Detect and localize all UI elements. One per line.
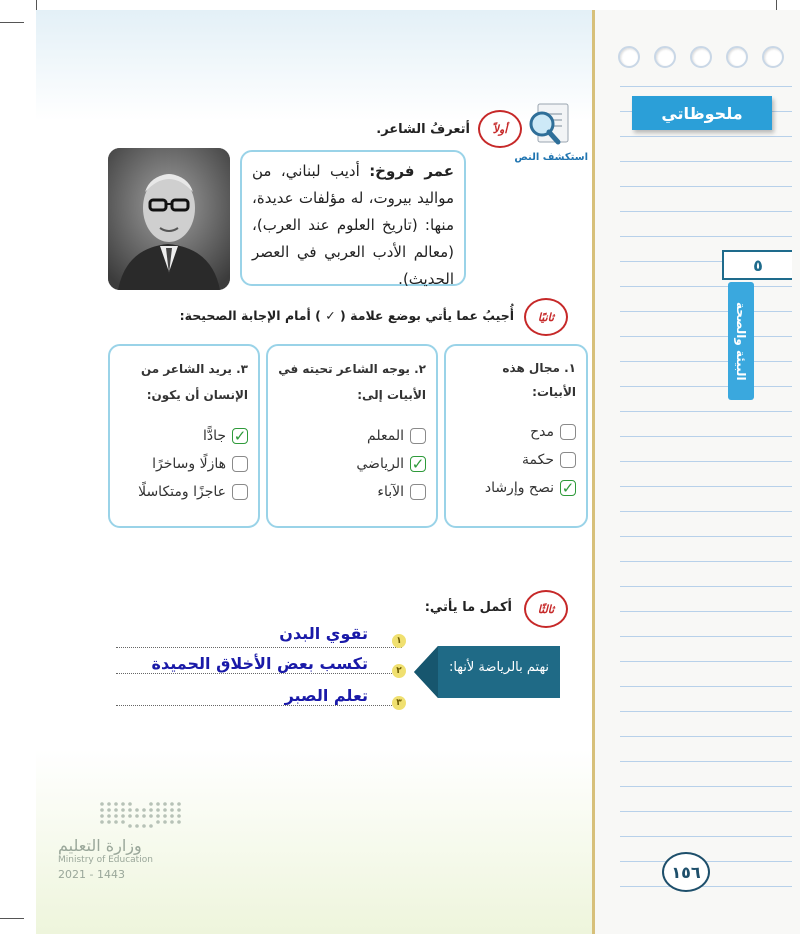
ruled-line — [620, 336, 792, 337]
checkbox-checked[interactable] — [560, 480, 576, 496]
option-label: الآباء — [377, 484, 404, 500]
ruled-line — [620, 436, 792, 437]
ministry-name-ar: وزارة التعليم — [58, 836, 142, 855]
answer-option[interactable] — [120, 478, 248, 506]
section-heading: أتعرفُ الشاعر. — [376, 122, 470, 137]
answer-number: ٢ — [392, 664, 406, 678]
question-box — [266, 344, 438, 528]
poet-bio-text: أديب لبناني، من مواليد بيروت، له مؤلفات عديدة، منها: (تاريخ العلوم عند العرب)، (معالم الأدب العربي في العصر الحديث). — [252, 162, 454, 288]
unit-title: البيئة والصحة — [728, 282, 754, 400]
binder-hole-icon — [762, 46, 784, 68]
ruled-line — [620, 311, 792, 312]
ruled-line — [620, 286, 792, 287]
answer-option[interactable] — [120, 450, 248, 478]
check-icon: ✓ — [411, 455, 425, 473]
option-label: هازلًا وساخرًا — [152, 456, 226, 472]
option-label: الرياضي — [356, 456, 404, 472]
ruled-line — [620, 586, 792, 587]
binder-hole-icon — [654, 46, 676, 68]
ruled-line — [620, 761, 792, 762]
crop-mark — [0, 918, 24, 919]
ruled-line — [620, 636, 792, 637]
ruled-line — [620, 786, 792, 787]
checkbox[interactable] — [560, 452, 576, 468]
ruled-line — [620, 661, 792, 662]
ruled-line — [620, 536, 792, 537]
ruled-line — [620, 686, 792, 687]
page-number: ١٥٦ — [662, 852, 710, 892]
section-heading: أُجيبُ عما يأتي بوضع علامة ( ✓ ) أمام الإجابة الصحيحة: — [179, 308, 514, 323]
ministry-name-en: Ministry of Education — [58, 855, 153, 865]
ruled-line — [620, 511, 792, 512]
ruled-line — [620, 486, 792, 487]
checkbox[interactable] — [560, 424, 576, 440]
ruled-line — [620, 236, 792, 237]
answer-option[interactable] — [120, 422, 248, 450]
ministry-logo-icon — [58, 798, 208, 834]
ruled-line — [620, 811, 792, 812]
answer-option[interactable] — [456, 474, 576, 502]
question-box — [108, 344, 260, 528]
ruled-line — [620, 136, 792, 137]
checkbox[interactable] — [232, 484, 248, 500]
binder-hole-icon — [690, 46, 712, 68]
ruled-line — [620, 161, 792, 162]
ruled-line — [620, 561, 792, 562]
question-title: ٣. يريد الشاعر من الإنسان أن يكون: — [140, 362, 248, 402]
answer-option[interactable] — [278, 478, 426, 506]
answer-option[interactable] — [456, 446, 576, 474]
poet-name: عمر فروخ: — [369, 162, 454, 180]
option-label: عاجزًا ومتكاسلًا — [138, 484, 226, 500]
option-label: حكمة — [522, 452, 554, 468]
ruled-line — [620, 886, 792, 887]
notes-panel — [592, 10, 800, 934]
unit-number: ٥ — [722, 250, 792, 280]
handwritten-answer: تقوي البدن — [279, 624, 368, 643]
section-heading: أكمل ما يأتي: — [424, 600, 512, 615]
ruled-line — [620, 711, 792, 712]
question-box — [444, 344, 588, 528]
option-label: مدح — [530, 424, 554, 440]
binder-hole-icon — [726, 46, 748, 68]
checkbox-checked[interactable] — [410, 456, 426, 472]
answer-option[interactable] — [456, 418, 576, 446]
answer-number: ٣ — [392, 696, 406, 710]
ruled-line — [620, 411, 792, 412]
binder-hole-icon — [618, 46, 640, 68]
magnifier-document-icon — [524, 100, 574, 150]
section-badge: ثالثًا — [524, 590, 568, 628]
answer-line[interactable] — [116, 646, 402, 648]
ruled-line — [620, 86, 792, 87]
notes-title: ملحوظاتي — [632, 96, 772, 130]
explore-label: استكشف النص — [514, 152, 588, 163]
edition-year: 2021 - 1443 — [58, 868, 125, 881]
ruled-line — [620, 611, 792, 612]
handwritten-answer: تكسب بعض الأخلاق الحميدة — [151, 654, 368, 673]
checkbox[interactable] — [410, 428, 426, 444]
option-label: جادًّا — [202, 428, 226, 444]
option-label: المعلم — [367, 428, 404, 444]
ruled-line — [620, 736, 792, 737]
section-badge: أولاً — [478, 110, 522, 148]
answer-option[interactable] — [278, 422, 426, 450]
option-label: نصح وإرشاد — [484, 480, 554, 496]
section-badge: ثانيًا — [524, 298, 568, 336]
check-icon: ✓ — [561, 479, 575, 497]
checkbox[interactable] — [410, 484, 426, 500]
answer-number: ١ — [392, 634, 406, 648]
ruled-line — [620, 361, 792, 362]
handwritten-answer: تعلم الصبر — [284, 686, 368, 705]
poet-photo — [108, 148, 230, 290]
ruled-line — [620, 461, 792, 462]
checkbox[interactable] — [232, 456, 248, 472]
ruled-line — [620, 211, 792, 212]
ruled-line — [620, 836, 792, 837]
crop-mark — [0, 22, 24, 23]
ruled-line — [620, 186, 792, 187]
completion-prompt: نهتم بالرياضة لأنها: — [448, 660, 550, 675]
ruled-line — [620, 386, 792, 387]
question-title: ٢. يوجه الشاعر تحيته في الأبيات إلى: — [278, 362, 426, 402]
question-title: ١. مجال هذه الأبيات: — [502, 361, 576, 399]
checkbox-checked[interactable] — [232, 428, 248, 444]
poet-bio — [240, 150, 466, 286]
check-icon: ✓ — [233, 427, 247, 445]
answer-option[interactable] — [278, 450, 426, 478]
